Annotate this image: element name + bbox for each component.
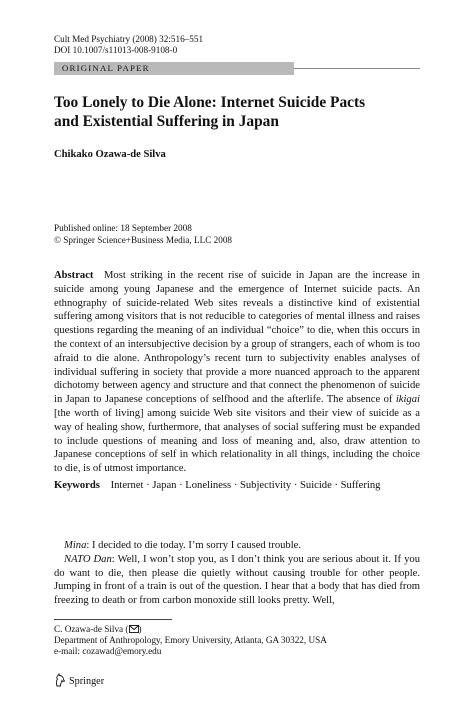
journal-citation: Cult Med Psychiatry (2008) 32:516–551: [54, 34, 204, 44]
abstract-text-2: [the worth of living] among suicide Web site visitors and their view of suicide as a way of healing show, furthermore, that analyses of social suffering must be expanded to include questions of meaning and loss of meaning and, also, draw attention to Japanese conceptions of self in which relationality in all things, including the choice to die, is of utmost importance.: [54, 407, 420, 475]
article-title: [54, 93, 424, 131]
abstract: [54, 269, 420, 476]
publication-info: [54, 223, 232, 246]
copyright-notice: © Springer Science+Business Media, LLC 2008: [54, 234, 233, 245]
abstract-italic-term: ikigai: [395, 394, 420, 406]
keywords-text: Internet · Japan · Loneliness · Subjectivity · Suicide · Suffering: [110, 480, 381, 491]
footnote-rule: [54, 619, 172, 620]
footnote-author-close: ): [138, 624, 142, 634]
dialogue-line: [54, 539, 420, 553]
published-online: Published online: 18 September 2008: [54, 223, 192, 233]
speaker-name: NATO Dan: [64, 553, 112, 565]
abstract-text-1: Most striking in the recent rise of suicide in Japan are the increase in suicide among young Japanese and the emergence of Internet suicide pacts. An ethnography of suicide-related Web sites reveals a distinctive kind of existential suffering among visitors that is not reducible to categories of mental illness and raises questions regarding the meaning of an individual “choice” to die, when this occurs in the context of an intersubjective decision by a group of strangers, each of whom is too afraid to die alone. Anthropology’s recent turn to subjectivity enables analyses of individual suffering in society that provide a more nuanced approach to the apparent dichotomy between agency and structure and that connect the phenomenon of suicide in Japan to Japanese conceptions of selfhood and the afterlife. The absence of: [54, 270, 420, 406]
dialogue-text: : I decided to die today. I’m sorry I caused trouble.: [86, 540, 302, 551]
doi-line: DOI 10.1007/s11013-008-9108-0: [54, 45, 178, 55]
speaker-name: Mina: [64, 540, 87, 551]
dialogue-text: : Well, I won’t stop you, as I don’t think you are serious about it. If you do want to die, then please die quietly without causing trouble for other people. Jumping in front of a train is out of the question. I hear that a body that has died from freezing to death or from carbon monoxide still looks pretty. Well,: [54, 553, 420, 607]
footnote-email: e-mail: cozawad@emory.edu: [54, 646, 162, 656]
footnote-author-name: C. Ozawa-de Silva (: [54, 624, 129, 634]
footnote-department: Department of Anthropology, Emory University, Atlanta, GA 30322, USA: [54, 635, 327, 645]
publisher-name: Springer: [69, 676, 105, 687]
section-label-bar: [54, 62, 294, 75]
dialogue-excerpt: [54, 539, 420, 608]
keywords: [54, 479, 420, 493]
abstract-label: Abstract: [54, 270, 94, 281]
author-name: Chikako Ozawa-de Silva: [54, 149, 166, 160]
section-label: ORIGINAL PAPER: [62, 63, 150, 73]
section-rule: [294, 68, 420, 69]
title-line-1: Too Lonely to Die Alone: Internet Suicide Pacts: [54, 94, 366, 111]
title-line-2: and Existential Suffering in Japan: [54, 113, 279, 130]
keywords-label: Keywords: [54, 480, 100, 491]
dialogue-line: [54, 553, 420, 608]
springer-horse-icon: [54, 673, 69, 690]
publisher-logo: [54, 673, 104, 690]
